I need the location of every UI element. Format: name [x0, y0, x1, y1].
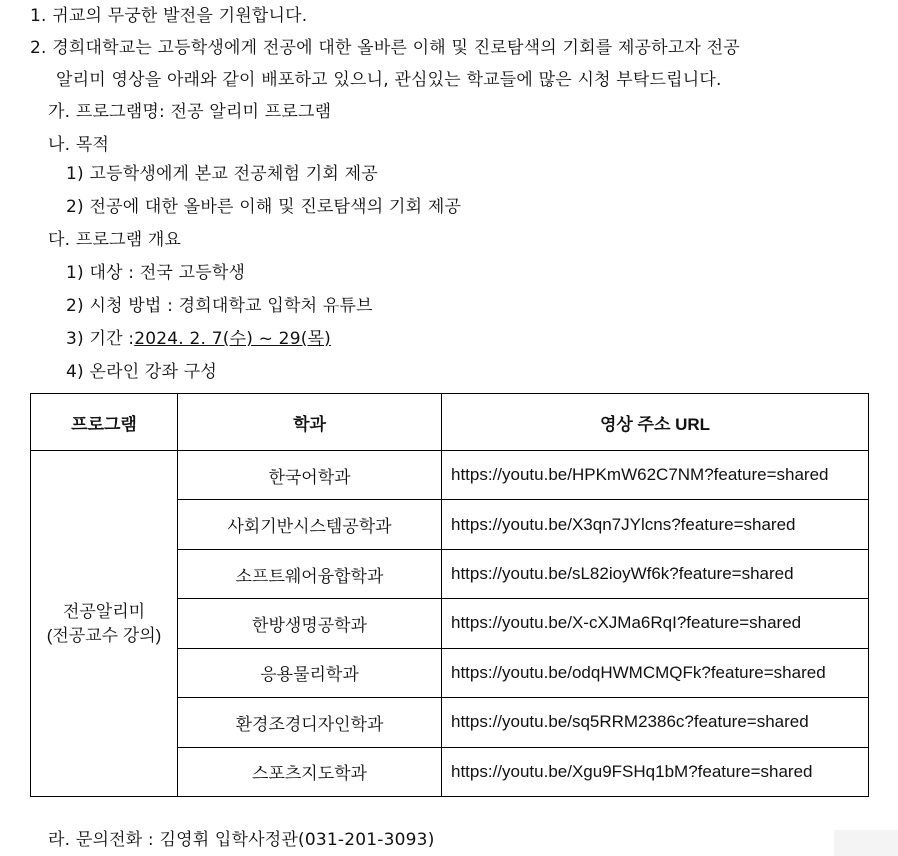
item-2-line2: 알리미 영상을 아래와 같이 배포하고 있으니, 관심있는 학교들에 많은 시청 부탁드립니다. — [56, 70, 722, 90]
url-cell[interactable]: https://youtu.be/Xgu9FSHq1bM?feature=shared — [442, 747, 869, 796]
overview-courses: 4) 온라인 강좌 구성 — [66, 362, 218, 382]
period-label: 3) 기간 : — [66, 329, 135, 349]
program-note: (전공교수 강의) — [46, 625, 162, 645]
section-ra-contact: 라. 문의전화 : 김영휘 입학사정관(031-201-3093) — [48, 830, 435, 850]
section-ga: 가. 프로그램명: 전공 알리미 프로그램 — [48, 102, 332, 122]
department-cell: 사회기반시스템공학과 — [178, 500, 442, 549]
period-value: 2024. 2. 7(수) ~ 29(목) — [134, 329, 332, 349]
table-header-row — [31, 394, 869, 451]
overview-period — [66, 328, 331, 350]
department-cell: 스포츠지도학과 — [178, 747, 442, 796]
item-2-line1: 2. 경희대학교는 고등학생에게 전공에 대한 올바른 이해 및 진로탐색의 기회를 제공하고자 전공 — [30, 38, 740, 58]
url-cell[interactable]: https://youtu.be/X-cXJMa6RqI?feature=shared — [442, 599, 869, 648]
url-cell[interactable]: https://youtu.be/X3qn7JYlcns?feature=shared — [442, 500, 869, 549]
program-table — [30, 393, 869, 797]
url-cell[interactable]: https://youtu.be/sL82ioyWf6k?feature=shared — [442, 549, 869, 598]
header-url: 영상 주소 URL — [442, 394, 869, 451]
corner-overlay — [834, 830, 898, 856]
overview-target: 1) 대상 : 전국 고등학생 — [66, 263, 246, 283]
department-cell: 소프트웨어융합학과 — [178, 549, 442, 598]
header-program: 프로그램 — [31, 394, 178, 451]
section-na: 나. 목적 — [48, 135, 110, 155]
table-row — [31, 451, 869, 500]
url-cell[interactable]: https://youtu.be/HPKmW62C7NM?feature=shared — [442, 451, 869, 500]
program-cell — [31, 451, 178, 797]
department-cell: 환경조경디자인학과 — [178, 698, 442, 747]
department-cell: 한방생명공학과 — [178, 599, 442, 648]
department-cell: 응용물리학과 — [178, 648, 442, 697]
header-department: 학과 — [178, 394, 442, 451]
program-name: 전공알리미 — [62, 601, 146, 621]
department-cell: 한국어학과 — [178, 451, 442, 500]
purpose-2: 2) 전공에 대한 올바른 이해 및 진로탐색의 기회 제공 — [66, 197, 462, 217]
url-cell[interactable]: https://youtu.be/sq5RRM2386c?feature=shared — [442, 698, 869, 747]
url-cell[interactable]: https://youtu.be/odqHWMCMQFk?feature=shared — [442, 648, 869, 697]
section-da: 다. 프로그램 개요 — [48, 230, 182, 250]
purpose-1: 1) 고등학생에게 본교 전공체험 기회 제공 — [66, 164, 378, 184]
overview-method: 2) 시청 방법 : 경희대학교 입학처 유튜브 — [66, 296, 373, 316]
item-1: 1. 귀교의 무궁한 발전을 기원합니다. — [30, 6, 308, 26]
